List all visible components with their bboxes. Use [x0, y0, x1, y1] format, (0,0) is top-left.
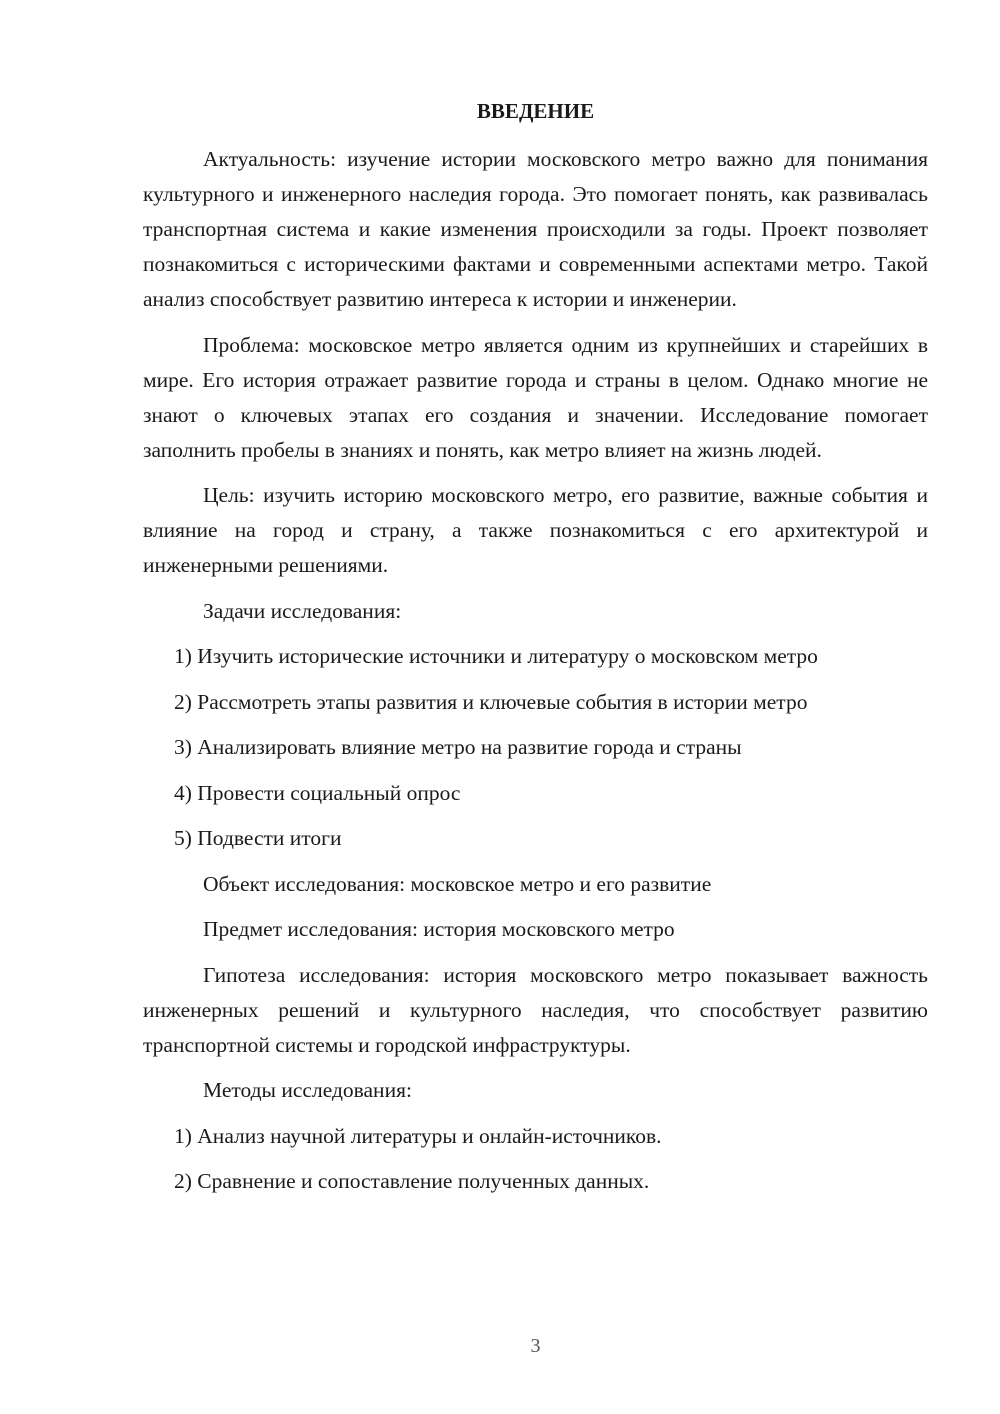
research-object: Объект исследования: московское метро и его развитие	[203, 871, 712, 896]
tasks-heading: Задачи исследования:	[203, 598, 402, 623]
task-item: 4) Провести социальный опрос	[174, 780, 461, 805]
paragraph-hypothesis: Гипотеза исследования: история московского метро показывает важность инженерных решений и культурного наследия, что способствует развитию транспортной системы и городской инфраструктуры.	[143, 962, 928, 1057]
page-number: 3	[530, 1335, 541, 1357]
task-item: 2) Рассмотреть этапы развития и ключевые события в истории метро	[174, 689, 808, 714]
method-item: 1) Анализ научной литературы и онлайн-источников.	[174, 1123, 662, 1148]
paragraph-relevance: Актуальность: изучение истории московского метро важно для понимания культурного и инженерного наследия города. Это помогает понять, как развивалась транспортная система и какие изменения происходили за годы. Проект позволяет познакомиться с историческими фактами и современными аспектами метро. Такой анализ способствует развитию интереса к истории и инженерии.	[143, 147, 928, 311]
method-item: 2) Сравнение и сопоставление полученных данных.	[174, 1169, 650, 1193]
task-item: 3) Анализировать влияние метро на развитие города и страны	[174, 735, 742, 759]
section-title: ВВЕДЕНИЕ	[476, 99, 595, 123]
paragraph-goal: Цель: изучить историю московского метро, его развитие, важные события и влияние на город и страну, а также познакомиться с его архитектурой и инженерными решениями.	[143, 483, 928, 577]
research-subject: Предмет исследования: история московского метро	[203, 917, 675, 941]
document-page	[143, 0, 928, 1414]
task-item: 5) Подвести итоги	[174, 826, 342, 850]
document-body	[143, 142, 928, 1210]
methods-heading: Методы исследования:	[203, 1078, 412, 1102]
paragraph-problem: Проблема: московское метро является одним из крупнейших и старейших в мире. Его история отражает развитие города и страны в целом. Однако многие не знают о ключевых этапах его создания и значении. Исследование помогает заполнить пробелы в знаниях и понять, как метро влияет на жизнь людей.	[143, 332, 928, 462]
task-item: 1) Изучить исторические источники и литературу о московском метро	[174, 644, 818, 668]
